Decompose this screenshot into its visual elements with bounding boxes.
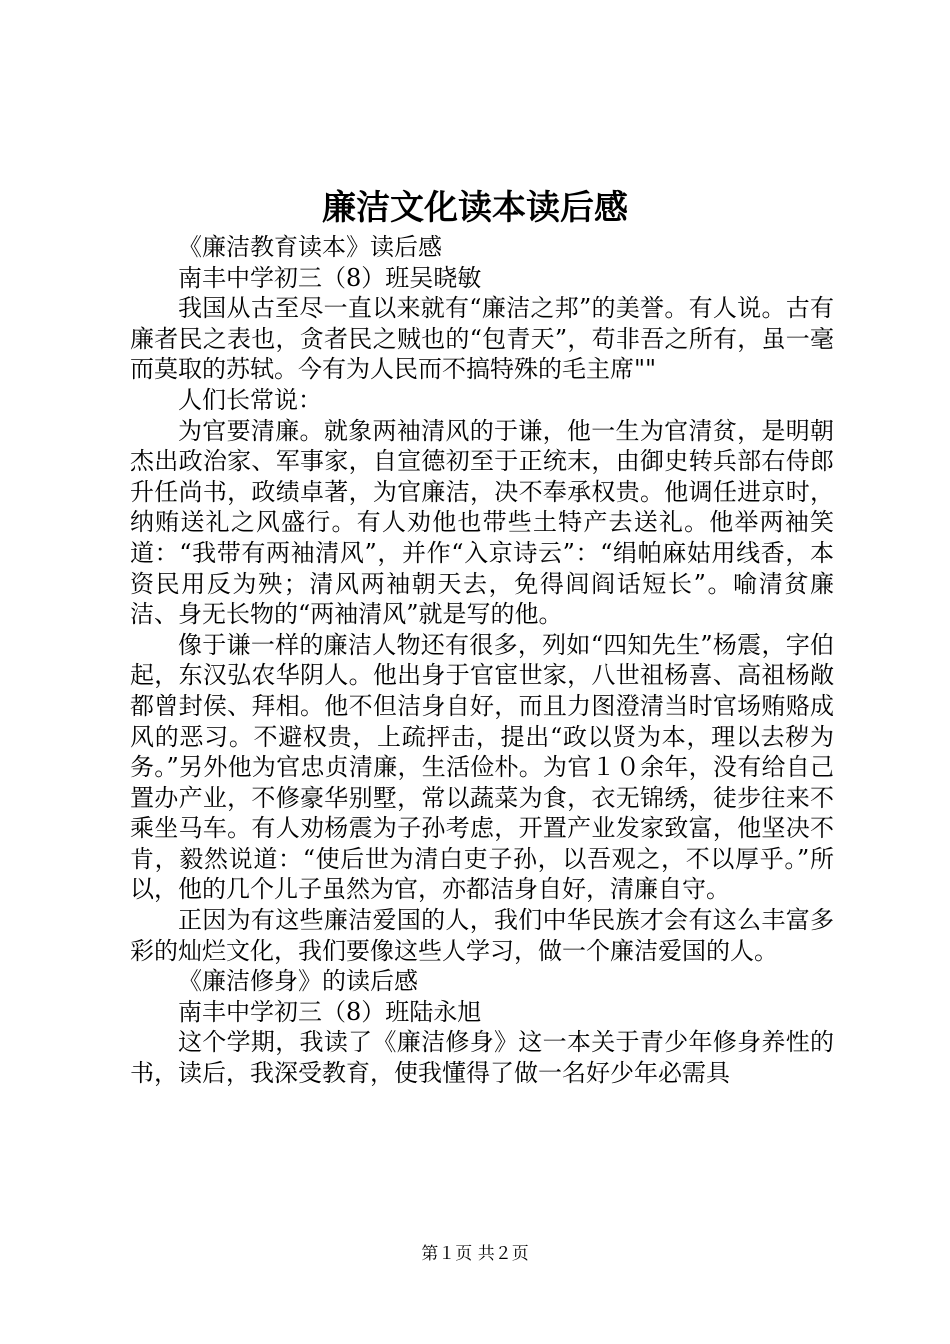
paragraph-heading-1: 《廉洁教育读本》读后感: [178, 233, 442, 261]
paragraph-author-1: 南丰中学初三（8）班吴晓敏: [178, 263, 482, 292]
paragraph: 为官要清廉。就象两袖清风的于谦，他一生为官清贫，是明朝杰出政治家、军事家，自宣德初至于正统末，由御史转兵部右侍郎升任尚书，政绩卓著，为官廉洁，决不奉承权贵。他调任进京时，纳贿送礼之风盛行。有人劝他也带些土特产去送礼。他举两袖笑道：“我带有两袖清风”，并作“入京诗云”：“绢帕麻姑用线香，本资民用反为殃；清风两袖朝天去，免得闾阎话短长”。喻清贫廉洁、身无长物的“两袖清风”就是写的他。: [130, 416, 834, 629]
paragraph: 像于谦一样的廉洁人物还有很多，列如“四知先生”杨震，字伯起，东汉弘农华阴人。他出身于官宦世家，八世祖杨喜、高祖杨敞都曾封侯、拜相。他不但洁身自好，而且力图澄清当时官场贿赂成风的恶习。不避权贵，上疏抨击，提出“政以贤为本，理以去秽为务。”另外他为官忠贞清廉，生活俭朴。为官１０余年，没有给自己置办产业，不修豪华别墅，常以蔬菜为食，衣无锦绣，徒步往来不乘坐马车。有人劝杨震为子孙考虑，开置产业发家致富，他坚决不肯，毅然说道：“使后世为清白吏子孙，以吾观之，不以厚乎。”所以，他的几个儿子虽然为官，亦都洁身自好，清廉自守。: [130, 630, 834, 904]
page-footer: 第１页 共２页: [421, 1244, 529, 1264]
paragraph: 正因为有这些廉洁爱国的人，我们中华民族才会有这么丰富多彩的灿烂文化，我们要像这些人学习，做一个廉洁爱国的人。: [130, 906, 834, 965]
paragraph-author-2: 南丰中学初三（8）班陆永旭: [178, 997, 482, 1026]
paragraph: 这个学期，我读了《廉洁修身》这一本关于青少年修身养性的书，读后，我深受教育，使我懂得了做一名好少年必需具: [130, 1028, 834, 1088]
document-title: 廉洁文化读本读后感: [322, 188, 628, 228]
paragraph-heading-2: 《廉洁修身》的读后感: [178, 967, 418, 996]
paragraph: 人们长常说：: [178, 385, 322, 414]
document-body: [130, 232, 834, 1089]
paragraph: 我国从古至尽一直以来就有“廉洁之邦”的美誉。有人说。古有廉者民之表也，贪者民之贼也的“包青天”，苟非吾之所有，虽一毫而莫取的苏轼。今有为人民而不搞特殊的毛主席"": [130, 294, 834, 384]
